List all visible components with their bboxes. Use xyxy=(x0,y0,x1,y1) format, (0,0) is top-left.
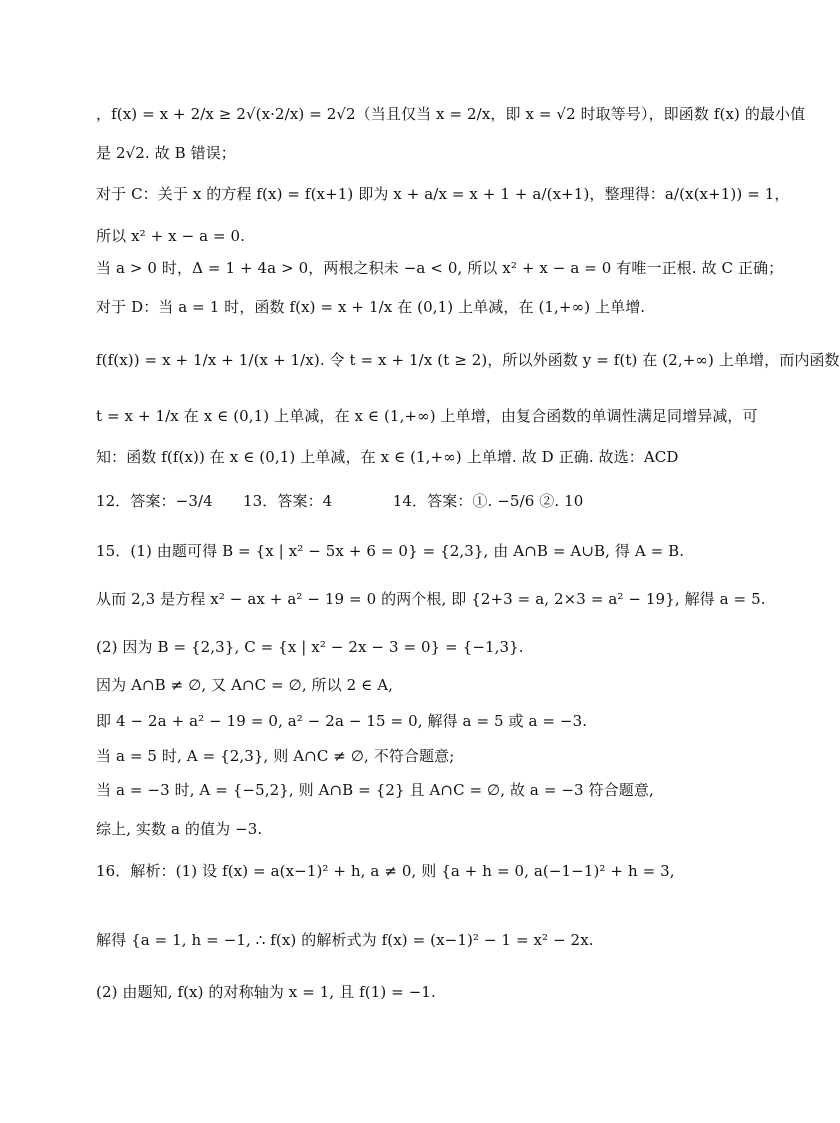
text-line: 15．(1) 由题可得 B = {x | x² − 5x + 6 = 0} = {2,3}, 由 A∩B = A∪B, 得 A = B. xyxy=(96,542,685,560)
text-line: (2) 因为 B = {2,3}, C = {x | x² − 2x − 3 = 0} = {−1,3}. xyxy=(96,638,524,656)
text-line: 对于 D：当 a = 1 时，函数 f(x) = x + 1/x 在 (0,1) 上单减，在 (1,+∞) 上单增. xyxy=(96,298,646,316)
text-line: f(f(x)) = x + 1/x + 1/(x + 1/x). 令 t = x + 1/x (t ≥ 2)，所以外函数 y = f(t) 在 (2,+∞) 上单增，而内函数 xyxy=(96,351,840,369)
text-line: (2) 由题知, f(x) 的对称轴为 x = 1, 且 f(1) = −1. xyxy=(96,983,436,1001)
text-line: 即 4 − 2a + a² − 19 = 0, a² − 2a − 15 = 0, 解得 a = 5 或 a = −3. xyxy=(96,712,588,730)
text-line: 当 a = 5 时, A = {2,3}, 则 A∩C ≠ ∅, 不符合题意; xyxy=(96,747,455,765)
text-line: 所以 x² + x − a = 0. xyxy=(96,227,246,245)
text-line: 从而 2,3 是方程 x² − ax + a² − 19 = 0 的两个根, 即 {2+3 = a, 2×3 = a² − 19}, 解得 a = 5. xyxy=(96,590,766,608)
text-line: 是 2√2. 故 B 错误； xyxy=(96,144,236,162)
text-line: t = x + 1/x 在 x ∈ (0,1) 上单减，在 x ∈ (1,+∞) 上单增，由复合函数的单调性满足同增异减，可 xyxy=(96,407,758,425)
text-line: 对于 C：关于 x 的方程 f(x) = f(x+1) 即为 x + a/x = x + 1 + a/(x+1)，整理得：a/(x(x+1)) = 1， xyxy=(96,185,790,203)
text-line: 综上, 实数 a 的值为 −3. xyxy=(96,820,263,838)
text-line: 当 a = −3 时, A = {−5,2}, 则 A∩B = {2} 且 A∩C = ∅, 故 a = −3 符合题意, xyxy=(96,781,654,799)
text-line: 解得 {a = 1, h = −1, ∴ f(x) 的解析式为 f(x) = (x−1)² − 1 = x² − 2x. xyxy=(96,931,594,949)
text-line: ，f(x) = x + 2/x ≥ 2√(x·2/x) = 2√2（当且仅当 x = 2/x，即 x = √2 时取等号），即函数 f(x) 的最小值 xyxy=(96,105,806,123)
text-line: 当 a > 0 时，Δ = 1 + 4a > 0，两根之积未 −a < 0, 所以 x² + x − a = 0 有唯一正根. 故 C 正确； xyxy=(96,259,784,277)
text-line: 16．解析：(1) 设 f(x) = a(x−1)² + h, a ≠ 0, 则 {a + h = 0, a(−1−1)² + h = 3, xyxy=(96,862,675,880)
text-line: 因为 A∩B ≠ ∅, 又 A∩C = ∅, 所以 2 ∈ A, xyxy=(96,676,394,694)
text-line: 知：函数 f(f(x)) 在 x ∈ (0,1) 上单减，在 x ∈ (1,+∞) 上单增. 故 D 正确. 故选：ACD xyxy=(96,448,679,466)
answer-line: 12．答案：−3/4 13．答案：4 14．答案：①. −5/6 ②. 10 xyxy=(96,492,584,510)
